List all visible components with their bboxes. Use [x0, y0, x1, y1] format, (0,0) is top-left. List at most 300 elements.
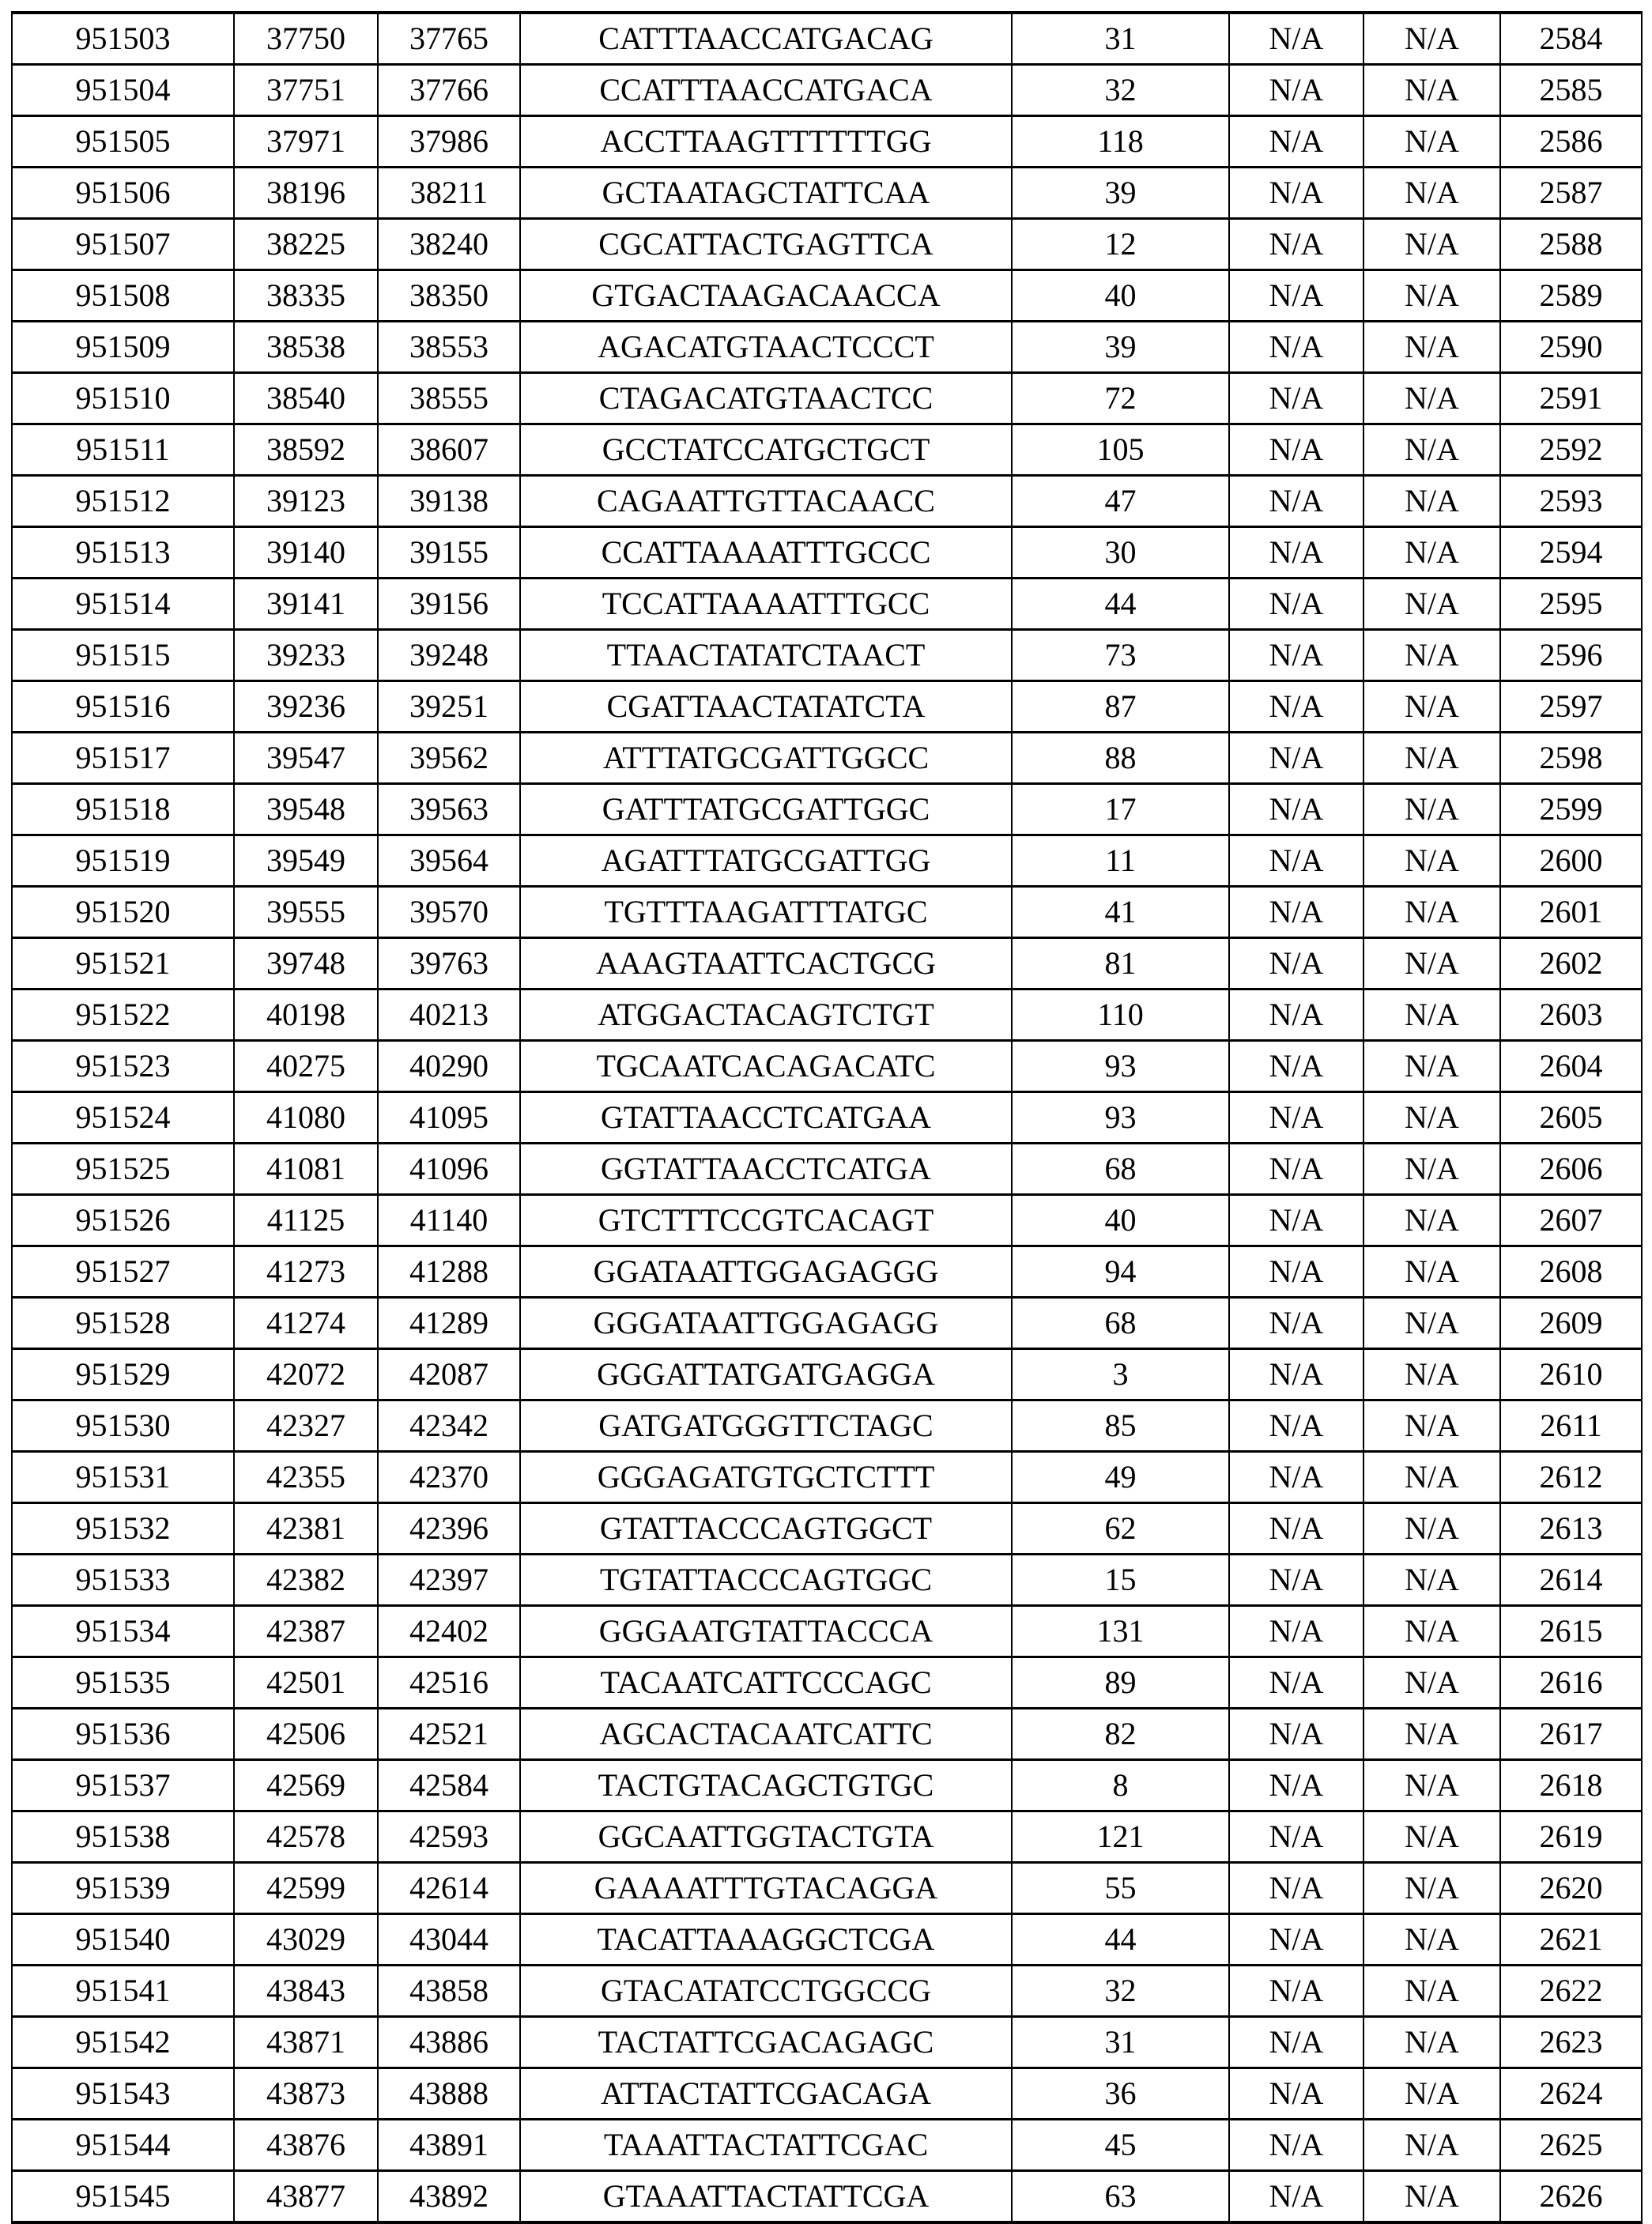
compound-id-cell: 951515	[12, 630, 234, 681]
stop-site-cell: 38553	[378, 322, 520, 373]
inhibition-value-cell: 17	[1012, 784, 1229, 835]
na-value-cell-1: N/A	[1229, 1452, 1363, 1503]
compound-id-cell: 951517	[12, 733, 234, 784]
start-site-cell: 43843	[234, 1966, 378, 2017]
na-value-cell-2: N/A	[1363, 630, 1500, 681]
na-value-cell-1: N/A	[1229, 1657, 1363, 1709]
stop-site-cell: 39563	[378, 784, 520, 835]
na-value-cell-1: N/A	[1229, 835, 1363, 887]
table-row	[12, 1195, 1642, 1246]
na-value-cell-2: N/A	[1363, 1966, 1500, 2017]
na-value-cell-2: N/A	[1363, 887, 1500, 938]
na-value-cell-2: N/A	[1363, 2068, 1500, 2120]
seq-id-cell: 2612	[1500, 1452, 1642, 1503]
table-row	[12, 938, 1642, 989]
seq-id-cell: 2605	[1500, 1092, 1642, 1144]
seq-id-cell: 2601	[1500, 887, 1642, 938]
table-row	[12, 1863, 1642, 1914]
na-value-cell-2: N/A	[1363, 1452, 1500, 1503]
compound-id-cell: 951519	[12, 835, 234, 887]
start-site-cell: 38540	[234, 373, 378, 424]
inhibition-value-cell: 44	[1012, 579, 1229, 630]
start-site-cell: 39547	[234, 733, 378, 784]
start-site-cell: 42381	[234, 1503, 378, 1555]
na-value-cell-1: N/A	[1229, 1966, 1363, 2017]
inhibition-value-cell: 93	[1012, 1092, 1229, 1144]
na-value-cell-1: N/A	[1229, 938, 1363, 989]
seq-id-cell: 2608	[1500, 1246, 1642, 1298]
sequence-cell: GTATTACCCAGTGGCT	[520, 1503, 1012, 1555]
na-value-cell-2: N/A	[1363, 13, 1500, 65]
start-site-cell: 41274	[234, 1298, 378, 1349]
na-value-cell-1: N/A	[1229, 1144, 1363, 1195]
compound-id-cell: 951541	[12, 1966, 234, 2017]
seq-id-cell: 2597	[1500, 681, 1642, 733]
compound-id-cell: 951532	[12, 1503, 234, 1555]
compound-id-cell: 951512	[12, 476, 234, 527]
start-site-cell: 42355	[234, 1452, 378, 1503]
inhibition-value-cell: 87	[1012, 681, 1229, 733]
compound-id-cell: 951518	[12, 784, 234, 835]
start-site-cell: 43871	[234, 2017, 378, 2068]
inhibition-value-cell: 11	[1012, 835, 1229, 887]
stop-site-cell: 42593	[378, 1811, 520, 1863]
table-row	[12, 1966, 1642, 2017]
inhibition-value-cell: 39	[1012, 168, 1229, 219]
start-site-cell: 39549	[234, 835, 378, 887]
na-value-cell-1: N/A	[1229, 168, 1363, 219]
sequence-cell: GATTTATGCGATTGGC	[520, 784, 1012, 835]
na-value-cell-1: N/A	[1229, 1349, 1363, 1400]
seq-id-cell: 2600	[1500, 835, 1642, 887]
compound-id-cell: 951538	[12, 1811, 234, 1863]
sequence-cell: TACTATTCGACAGAGC	[520, 2017, 1012, 2068]
na-value-cell-1: N/A	[1229, 2120, 1363, 2171]
na-value-cell-1: N/A	[1229, 2171, 1363, 2223]
na-value-cell-1: N/A	[1229, 373, 1363, 424]
inhibition-value-cell: 73	[1012, 630, 1229, 681]
stop-site-cell: 41096	[378, 1144, 520, 1195]
na-value-cell-2: N/A	[1363, 2017, 1500, 2068]
na-value-cell-1: N/A	[1229, 1298, 1363, 1349]
compound-id-cell: 951521	[12, 938, 234, 989]
na-value-cell-1: N/A	[1229, 1760, 1363, 1811]
compound-id-cell: 951522	[12, 989, 234, 1041]
inhibition-value-cell: 93	[1012, 1041, 1229, 1092]
table-row	[12, 2017, 1642, 2068]
na-value-cell-1: N/A	[1229, 1914, 1363, 1966]
na-value-cell-2: N/A	[1363, 1144, 1500, 1195]
start-site-cell: 38592	[234, 424, 378, 476]
compound-id-cell: 951516	[12, 681, 234, 733]
compound-id-cell: 951503	[12, 13, 234, 65]
start-site-cell: 42599	[234, 1863, 378, 1914]
na-value-cell-1: N/A	[1229, 1709, 1363, 1760]
table-row	[12, 13, 1642, 65]
compound-id-cell: 951530	[12, 1400, 234, 1452]
na-value-cell-2: N/A	[1363, 168, 1500, 219]
seq-id-cell: 2613	[1500, 1503, 1642, 1555]
sequence-cell: ATTACTATTCGACAGA	[520, 2068, 1012, 2120]
sequence-cell: CCATTAAAATTTGCCC	[520, 527, 1012, 579]
na-value-cell-1: N/A	[1229, 681, 1363, 733]
seq-id-cell: 2592	[1500, 424, 1642, 476]
table-row	[12, 1503, 1642, 1555]
compound-id-cell: 951528	[12, 1298, 234, 1349]
inhibition-value-cell: 31	[1012, 13, 1229, 65]
start-site-cell: 39236	[234, 681, 378, 733]
sequence-cell: GGATAATTGGAGAGGG	[520, 1246, 1012, 1298]
sequence-cell: GCTAATAGCTATTCAA	[520, 168, 1012, 219]
table-row	[12, 681, 1642, 733]
compound-id-cell: 951542	[12, 2017, 234, 2068]
na-value-cell-1: N/A	[1229, 733, 1363, 784]
na-value-cell-1: N/A	[1229, 1606, 1363, 1657]
sequence-cell: TTAACTATATCTAACT	[520, 630, 1012, 681]
na-value-cell-1: N/A	[1229, 1246, 1363, 1298]
table-row	[12, 476, 1642, 527]
sequence-cell: GGGAATGTATTACCCA	[520, 1606, 1012, 1657]
inhibition-value-cell: 40	[1012, 270, 1229, 322]
compound-id-cell: 951511	[12, 424, 234, 476]
seq-id-cell: 2622	[1500, 1966, 1642, 2017]
start-site-cell: 43029	[234, 1914, 378, 1966]
compound-id-cell: 951531	[12, 1452, 234, 1503]
stop-site-cell: 41140	[378, 1195, 520, 1246]
na-value-cell-1: N/A	[1229, 527, 1363, 579]
compound-id-cell: 951540	[12, 1914, 234, 1966]
stop-site-cell: 38555	[378, 373, 520, 424]
inhibition-value-cell: 131	[1012, 1606, 1229, 1657]
table-row	[12, 1092, 1642, 1144]
inhibition-value-cell: 55	[1012, 1863, 1229, 1914]
stop-site-cell: 39156	[378, 579, 520, 630]
na-value-cell-2: N/A	[1363, 835, 1500, 887]
stop-site-cell: 43891	[378, 2120, 520, 2171]
stop-site-cell: 43044	[378, 1914, 520, 1966]
na-value-cell-2: N/A	[1363, 1606, 1500, 1657]
table-row	[12, 1657, 1642, 1709]
na-value-cell-2: N/A	[1363, 1709, 1500, 1760]
na-value-cell-1: N/A	[1229, 270, 1363, 322]
compound-id-cell: 951534	[12, 1606, 234, 1657]
table-row	[12, 2068, 1642, 2120]
start-site-cell: 39233	[234, 630, 378, 681]
start-site-cell: 39123	[234, 476, 378, 527]
inhibition-value-cell: 15	[1012, 1555, 1229, 1606]
na-value-cell-1: N/A	[1229, 1041, 1363, 1092]
start-site-cell: 40275	[234, 1041, 378, 1092]
sequence-cell: TCCATTAAAATTTGCC	[520, 579, 1012, 630]
stop-site-cell: 41289	[378, 1298, 520, 1349]
start-site-cell: 42501	[234, 1657, 378, 1709]
table-row	[12, 1298, 1642, 1349]
table-row	[12, 1811, 1642, 1863]
compound-id-cell: 951508	[12, 270, 234, 322]
seq-id-cell: 2596	[1500, 630, 1642, 681]
stop-site-cell: 42397	[378, 1555, 520, 1606]
seq-id-cell: 2589	[1500, 270, 1642, 322]
start-site-cell: 42387	[234, 1606, 378, 1657]
start-site-cell: 40198	[234, 989, 378, 1041]
compound-id-cell: 951513	[12, 527, 234, 579]
table-row	[12, 1246, 1642, 1298]
compound-id-cell: 951527	[12, 1246, 234, 1298]
na-value-cell-1: N/A	[1229, 2068, 1363, 2120]
start-site-cell: 38335	[234, 270, 378, 322]
sequence-cell: GCCTATCCATGCTGCT	[520, 424, 1012, 476]
table-row	[12, 65, 1642, 116]
start-site-cell: 37971	[234, 116, 378, 168]
sequence-cell: ACCTTAAGTTTTTTGG	[520, 116, 1012, 168]
na-value-cell-1: N/A	[1229, 424, 1363, 476]
inhibition-value-cell: 89	[1012, 1657, 1229, 1709]
stop-site-cell: 39138	[378, 476, 520, 527]
start-site-cell: 42506	[234, 1709, 378, 1760]
sequence-cell: GATGATGGGTTCTAGC	[520, 1400, 1012, 1452]
na-value-cell-1: N/A	[1229, 65, 1363, 116]
na-value-cell-2: N/A	[1363, 373, 1500, 424]
table-row	[12, 1606, 1642, 1657]
na-value-cell-2: N/A	[1363, 1657, 1500, 1709]
compound-id-cell: 951539	[12, 1863, 234, 1914]
stop-site-cell: 42516	[378, 1657, 520, 1709]
table-row	[12, 322, 1642, 373]
compound-id-cell: 951533	[12, 1555, 234, 1606]
start-site-cell: 43877	[234, 2171, 378, 2223]
stop-site-cell: 38607	[378, 424, 520, 476]
start-site-cell: 39548	[234, 784, 378, 835]
na-value-cell-1: N/A	[1229, 1863, 1363, 1914]
compound-id-cell: 951536	[12, 1709, 234, 1760]
start-site-cell: 41125	[234, 1195, 378, 1246]
compound-id-cell: 951520	[12, 887, 234, 938]
stop-site-cell: 37986	[378, 116, 520, 168]
inhibition-value-cell: 110	[1012, 989, 1229, 1041]
seq-id-cell: 2590	[1500, 322, 1642, 373]
start-site-cell: 39141	[234, 579, 378, 630]
inhibition-value-cell: 68	[1012, 1298, 1229, 1349]
seq-id-cell: 2626	[1500, 2171, 1642, 2223]
sequence-cell: AGACATGTAACTCCCT	[520, 322, 1012, 373]
stop-site-cell: 39564	[378, 835, 520, 887]
na-value-cell-1: N/A	[1229, 322, 1363, 373]
table-row	[12, 1555, 1642, 1606]
table-row	[12, 116, 1642, 168]
start-site-cell: 41273	[234, 1246, 378, 1298]
na-value-cell-2: N/A	[1363, 1503, 1500, 1555]
inhibition-value-cell: 32	[1012, 1966, 1229, 2017]
sequence-cell: AAAGTAATTCACTGCG	[520, 938, 1012, 989]
compound-id-cell: 951507	[12, 219, 234, 270]
compound-id-cell: 951544	[12, 2120, 234, 2171]
start-site-cell: 39748	[234, 938, 378, 989]
inhibition-value-cell: 44	[1012, 1914, 1229, 1966]
seq-id-cell: 2609	[1500, 1298, 1642, 1349]
seq-id-cell: 2586	[1500, 116, 1642, 168]
sequence-cell: TGTATTACCCAGTGGC	[520, 1555, 1012, 1606]
inhibition-value-cell: 118	[1012, 116, 1229, 168]
start-site-cell: 41080	[234, 1092, 378, 1144]
inhibition-value-cell: 32	[1012, 65, 1229, 116]
table-row	[12, 1041, 1642, 1092]
compound-id-cell: 951525	[12, 1144, 234, 1195]
stop-site-cell: 42087	[378, 1349, 520, 1400]
seq-id-cell: 2611	[1500, 1400, 1642, 1452]
sequence-cell: GAAAATTTGTACAGGA	[520, 1863, 1012, 1914]
inhibition-value-cell: 63	[1012, 2171, 1229, 2223]
inhibition-value-cell: 45	[1012, 2120, 1229, 2171]
inhibition-value-cell: 47	[1012, 476, 1229, 527]
table-row	[12, 527, 1642, 579]
na-value-cell-2: N/A	[1363, 579, 1500, 630]
seq-id-cell: 2624	[1500, 2068, 1642, 2120]
seq-id-cell: 2594	[1500, 527, 1642, 579]
start-site-cell: 38225	[234, 219, 378, 270]
sequence-cell: TACATTAAAGGCTCGA	[520, 1914, 1012, 1966]
compound-id-cell: 951545	[12, 2171, 234, 2223]
stop-site-cell: 38211	[378, 168, 520, 219]
seq-id-cell: 2606	[1500, 1144, 1642, 1195]
stop-site-cell: 41095	[378, 1092, 520, 1144]
table-row	[12, 989, 1642, 1041]
na-value-cell-2: N/A	[1363, 938, 1500, 989]
inhibition-value-cell: 94	[1012, 1246, 1229, 1298]
compound-id-cell: 951509	[12, 322, 234, 373]
na-value-cell-1: N/A	[1229, 579, 1363, 630]
sequence-cell: CAGAATTGTTACAACC	[520, 476, 1012, 527]
start-site-cell: 42578	[234, 1811, 378, 1863]
na-value-cell-1: N/A	[1229, 219, 1363, 270]
stop-site-cell: 43892	[378, 2171, 520, 2223]
inhibition-value-cell: 62	[1012, 1503, 1229, 1555]
sequence-cell: CATTTAACCATGACAG	[520, 13, 1012, 65]
seq-id-cell: 2618	[1500, 1760, 1642, 1811]
stop-site-cell: 42396	[378, 1503, 520, 1555]
start-site-cell: 38538	[234, 322, 378, 373]
na-value-cell-2: N/A	[1363, 219, 1500, 270]
na-value-cell-1: N/A	[1229, 630, 1363, 681]
na-value-cell-2: N/A	[1363, 1349, 1500, 1400]
na-value-cell-2: N/A	[1363, 989, 1500, 1041]
sequence-cell: ATGGACTACAGTCTGT	[520, 989, 1012, 1041]
stop-site-cell: 42584	[378, 1760, 520, 1811]
stop-site-cell: 41288	[378, 1246, 520, 1298]
seq-id-cell: 2617	[1500, 1709, 1642, 1760]
start-site-cell: 39140	[234, 527, 378, 579]
table-row	[12, 373, 1642, 424]
stop-site-cell: 39251	[378, 681, 520, 733]
start-site-cell: 42072	[234, 1349, 378, 1400]
compound-id-cell: 951523	[12, 1041, 234, 1092]
na-value-cell-1: N/A	[1229, 1092, 1363, 1144]
inhibition-value-cell: 12	[1012, 219, 1229, 270]
table-row	[12, 424, 1642, 476]
stop-site-cell: 40290	[378, 1041, 520, 1092]
compound-id-cell: 951526	[12, 1195, 234, 1246]
start-site-cell: 38196	[234, 168, 378, 219]
compound-id-cell: 951505	[12, 116, 234, 168]
inhibition-value-cell: 85	[1012, 1400, 1229, 1452]
na-value-cell-2: N/A	[1363, 2171, 1500, 2223]
seq-id-cell: 2593	[1500, 476, 1642, 527]
seq-id-cell: 2610	[1500, 1349, 1642, 1400]
stop-site-cell: 38350	[378, 270, 520, 322]
na-value-cell-1: N/A	[1229, 887, 1363, 938]
seq-id-cell: 2621	[1500, 1914, 1642, 1966]
na-value-cell-2: N/A	[1363, 1914, 1500, 1966]
na-value-cell-2: N/A	[1363, 2120, 1500, 2171]
stop-site-cell: 43888	[378, 2068, 520, 2120]
na-value-cell-1: N/A	[1229, 989, 1363, 1041]
table-row	[12, 2171, 1642, 2223]
na-value-cell-2: N/A	[1363, 1092, 1500, 1144]
start-site-cell: 43873	[234, 2068, 378, 2120]
compound-id-cell: 951543	[12, 2068, 234, 2120]
na-value-cell-2: N/A	[1363, 784, 1500, 835]
inhibition-value-cell: 49	[1012, 1452, 1229, 1503]
sequence-cell: GGGATTATGATGAGGA	[520, 1349, 1012, 1400]
inhibition-value-cell: 39	[1012, 322, 1229, 373]
seq-id-cell: 2607	[1500, 1195, 1642, 1246]
inhibition-value-cell: 36	[1012, 2068, 1229, 2120]
stop-site-cell: 39155	[378, 527, 520, 579]
inhibition-value-cell: 105	[1012, 424, 1229, 476]
seq-id-cell: 2615	[1500, 1606, 1642, 1657]
table-row	[12, 579, 1642, 630]
table-row	[12, 1349, 1642, 1400]
start-site-cell: 42569	[234, 1760, 378, 1811]
na-value-cell-2: N/A	[1363, 1298, 1500, 1349]
na-value-cell-2: N/A	[1363, 1400, 1500, 1452]
seq-id-cell: 2616	[1500, 1657, 1642, 1709]
table-row	[12, 1144, 1642, 1195]
compound-id-cell: 951535	[12, 1657, 234, 1709]
na-value-cell-1: N/A	[1229, 13, 1363, 65]
na-value-cell-1: N/A	[1229, 116, 1363, 168]
sequence-cell: TAAATTACTATTCGAC	[520, 2120, 1012, 2171]
seq-id-cell: 2588	[1500, 219, 1642, 270]
na-value-cell-2: N/A	[1363, 733, 1500, 784]
sequence-cell: TGCAATCACAGACATC	[520, 1041, 1012, 1092]
sequence-cell: TACTGTACAGCTGTGC	[520, 1760, 1012, 1811]
sequence-cell: AGATTTATGCGATTGG	[520, 835, 1012, 887]
table-row	[12, 784, 1642, 835]
na-value-cell-2: N/A	[1363, 1863, 1500, 1914]
seq-id-cell: 2619	[1500, 1811, 1642, 1863]
na-value-cell-1: N/A	[1229, 1400, 1363, 1452]
stop-site-cell: 39248	[378, 630, 520, 681]
stop-site-cell: 39562	[378, 733, 520, 784]
seq-id-cell: 2599	[1500, 784, 1642, 835]
sequence-cell: CTAGACATGTAACTCC	[520, 373, 1012, 424]
table-row	[12, 835, 1642, 887]
sequence-cell: GGCAATTGGTACTGTA	[520, 1811, 1012, 1863]
na-value-cell-1: N/A	[1229, 784, 1363, 835]
na-value-cell-2: N/A	[1363, 322, 1500, 373]
inhibition-value-cell: 72	[1012, 373, 1229, 424]
inhibition-value-cell: 30	[1012, 527, 1229, 579]
na-value-cell-2: N/A	[1363, 116, 1500, 168]
seq-id-cell: 2591	[1500, 373, 1642, 424]
sequence-cell: TACAATCATTCCCAGC	[520, 1657, 1012, 1709]
compound-id-cell: 951514	[12, 579, 234, 630]
inhibition-value-cell: 81	[1012, 938, 1229, 989]
seq-id-cell: 2614	[1500, 1555, 1642, 1606]
table-row	[12, 1709, 1642, 1760]
na-value-cell-2: N/A	[1363, 65, 1500, 116]
table-row	[12, 270, 1642, 322]
